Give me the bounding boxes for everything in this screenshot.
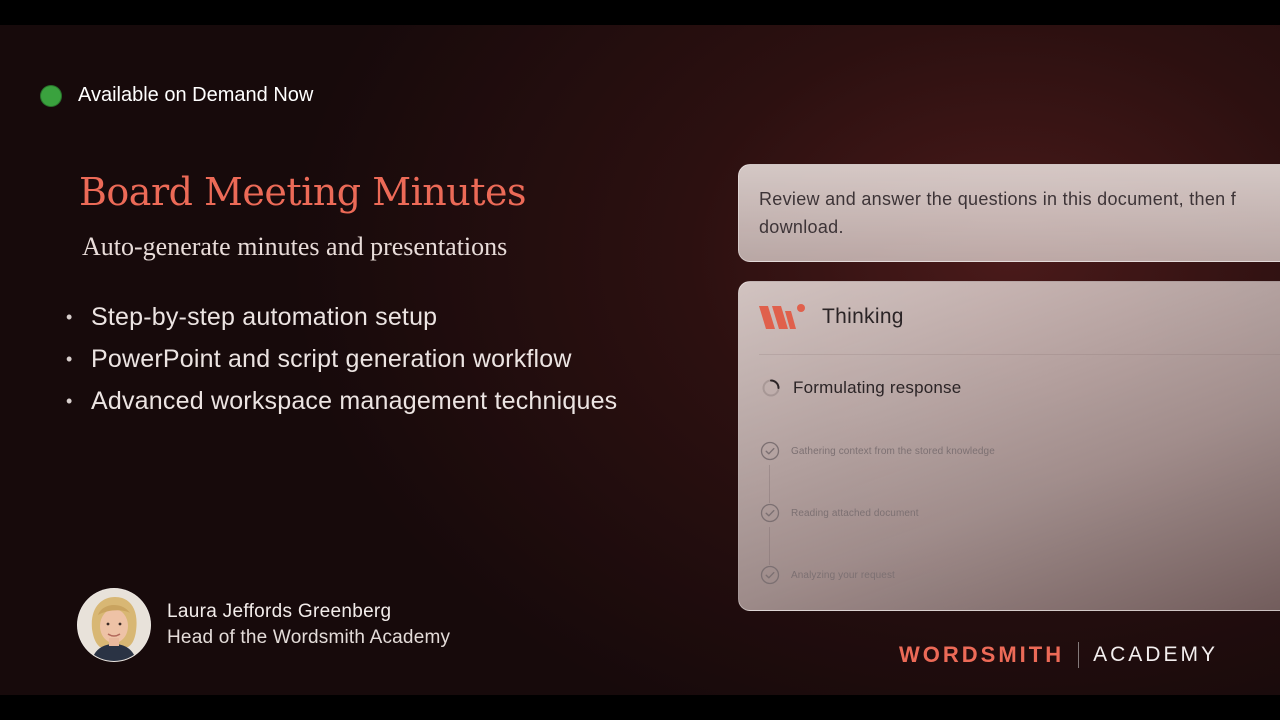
check-circle-icon [760, 503, 780, 523]
slide-title: Board Meeting Minutes [79, 170, 526, 214]
brand-logo [899, 642, 1218, 668]
feature-item [62, 301, 662, 333]
status-dot-icon [40, 85, 62, 107]
speaker-name: Laura Jeffords Greenberg [167, 601, 392, 622]
step-item [760, 441, 995, 461]
divider [759, 354, 1280, 355]
feature-list [62, 301, 662, 427]
brand-divider [1078, 642, 1079, 668]
thinking-card [738, 281, 1280, 611]
brand-wordmark: WORDSMITH [899, 642, 1065, 667]
active-step-label: Formulating response [793, 378, 962, 397]
person-portrait-icon [78, 589, 150, 661]
step-item [760, 565, 895, 585]
active-step [761, 378, 961, 398]
step-connector [769, 465, 770, 503]
check-circle-icon [760, 565, 780, 585]
feature-text: PowerPoint and script generation workflow [91, 345, 572, 373]
status-label: Available on Demand Now [78, 84, 314, 106]
prompt-card [738, 164, 1280, 262]
presentation-slide [0, 25, 1280, 695]
feature-text: Step-by-step automation setup [91, 303, 438, 331]
step-label: Reading attached document [791, 507, 919, 519]
prompt-text: Review and answer the questions in this document, then f download. [759, 189, 1237, 237]
speaker-info [77, 588, 450, 662]
availability-status [40, 84, 313, 107]
feature-text: Advanced workspace management techniques [91, 387, 618, 415]
step-label: Analyzing your request [791, 569, 895, 581]
avatar [77, 588, 151, 662]
step-connector [769, 527, 770, 565]
brand-suffix: ACADEMY [1093, 643, 1218, 666]
thinking-header [758, 302, 904, 332]
speaker-text [167, 601, 450, 649]
check-circle-icon [760, 441, 780, 461]
wordsmith-w-logo-icon [758, 302, 806, 332]
speaker-role: Head of the Wordsmith Academy [167, 627, 451, 648]
step-label: Gathering context from the stored knowledge [791, 445, 995, 457]
feature-item [62, 343, 662, 375]
bullet-icon: • [66, 307, 73, 327]
slide-subtitle: Auto-generate minutes and presentations [82, 232, 508, 261]
bullet-icon: • [66, 391, 73, 411]
bullet-icon: • [66, 349, 73, 369]
feature-item [62, 385, 662, 417]
spinner-icon [761, 378, 781, 398]
step-item [760, 503, 919, 523]
thinking-label: Thinking [822, 305, 904, 328]
